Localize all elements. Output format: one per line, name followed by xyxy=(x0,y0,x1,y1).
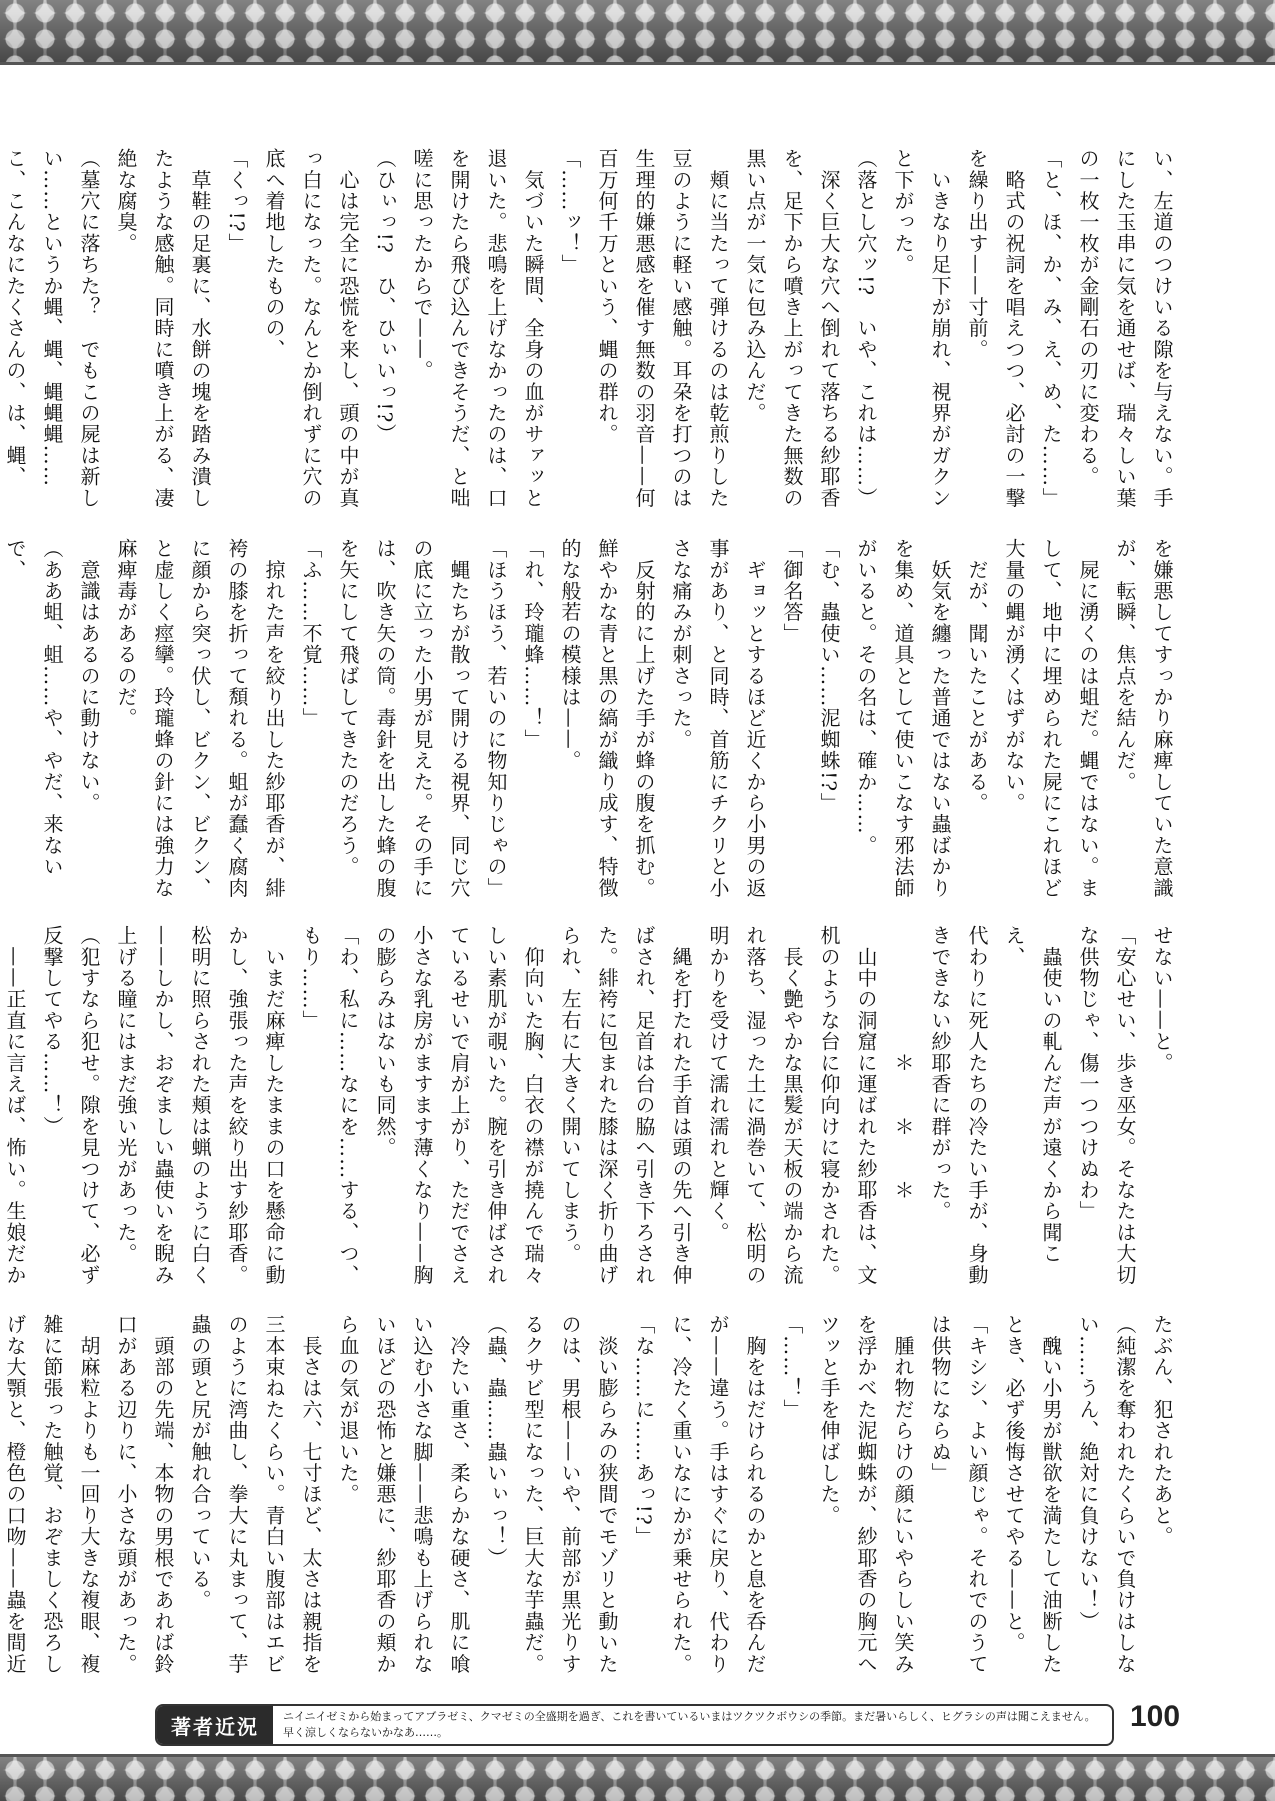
text-block-4 xyxy=(3,1314,1180,1684)
text-line: 黒い点が一気に包み込んだ。 xyxy=(743,148,767,424)
text-line: 机のような台に仰向けに寝かされた。 xyxy=(817,925,841,1286)
text-line: 深く巨大な穴へ倒れて落ちる紗耶香 xyxy=(817,148,841,509)
text-line: 冷たい重さ、柔らかな硬さ、肌に喰 xyxy=(447,1314,471,1675)
text-line: い込む小さな脚——悲鳴も上げられな xyxy=(410,1314,434,1675)
text-line: を矢にして飛ばしてきたのだろう。 xyxy=(336,538,360,878)
text-line: が、転瞬、焦点を結んだ。 xyxy=(1113,538,1137,793)
text-line: 「ふ……不覚……」 xyxy=(299,538,323,729)
text-line: がいると。その名は、確か……。 xyxy=(854,538,878,856)
text-line: 腫れ物だらけの顔にいやらしい笑み xyxy=(891,1314,915,1675)
text-line: 「れ、玲瓏蜂……！」 xyxy=(521,538,545,750)
text-line: 嗟に思ったからで——。 xyxy=(410,148,434,382)
text-line: 松明に照らされた頬は蝋のように白く xyxy=(188,925,212,1286)
text-line: 草鞋の足裏に、水餅の塊を踏み潰し xyxy=(188,148,212,509)
text-line: るクサビ型になった、巨大な芋蟲だ。 xyxy=(521,1314,545,1675)
text-line: 事があり、と同時、首筋にチクリと小 xyxy=(706,538,730,899)
text-line: 反射的に上げた手が蜂の腹を抓む。 xyxy=(632,538,656,899)
text-line: い……というか蝿、蝿、蝿蝿蝿…… xyxy=(40,148,64,488)
text-line: と下がった。 xyxy=(891,148,915,276)
text-line: （蟲、蟲……蟲いぃっ！） xyxy=(484,1314,508,1569)
text-line: の膨らみはないも同然。 xyxy=(373,925,397,1159)
text-line: 麻痺毒があるのだ。 xyxy=(114,538,138,729)
text-line: さな痛みが刺さった。 xyxy=(669,538,693,750)
text-line: 袴の膝を折って頽れる。蛆が蠢く腐肉 xyxy=(225,538,249,899)
text-line: 生理的嫌悪感を催す無数の羽音——何 xyxy=(632,148,656,509)
text-line: げな大顎と、橙色の口吻——蟲を間近 xyxy=(3,1314,27,1675)
text-line: 底へ着地したものの、 xyxy=(262,148,286,360)
author-note-bar xyxy=(155,1704,1114,1746)
text-line: 雑に節張った触覚、おぞましく恐ろし xyxy=(40,1314,64,1675)
text-line: 「わ、私に……なにを……する、つ、 xyxy=(336,925,360,1286)
text-line: 退いた。悲鳴を上げなかったのは、口 xyxy=(484,148,508,509)
text-line: のは、男根——いや、前部が黒光りす xyxy=(558,1314,582,1675)
text-line: 縄を打たれた手首は頭の先へ引き伸 xyxy=(669,925,693,1286)
text-line: 「……ッ！」 xyxy=(558,148,582,276)
text-line: ——正直に言えば、怖い。生娘だか xyxy=(3,925,27,1286)
text-line: 「と、ほ、か、み、え、め、た……」 xyxy=(1039,148,1063,509)
text-line: 小さな乳房がますます薄くなり——胸 xyxy=(410,925,434,1286)
text-line: 仰向いた胸、白衣の襟が撓んで瑞々 xyxy=(521,925,545,1286)
text-line: 上げる瞳にはまだ強い光があった。 xyxy=(114,925,138,1265)
text-line: を繰り出す——寸前。 xyxy=(965,148,989,360)
author-note-label: 著者近況 xyxy=(157,1706,273,1744)
top-hexagon-band xyxy=(0,0,1275,65)
text-line: 略式の祝詞を唱えつつ、必討の一撃 xyxy=(1002,148,1026,509)
text-line: 「ほうほう、若いのに物知りじゃの」 xyxy=(484,538,508,899)
text-line: 掠れた声を絞り出した紗耶香が、緋 xyxy=(262,538,286,899)
text-line: しい素肌が覗いた。腕を引き伸ばされ xyxy=(484,925,508,1286)
text-line: 「キシシ、よい顔じゃ。それでのうて xyxy=(965,1314,989,1675)
text-line: を開けたら飛び込んできそうだ、と咄 xyxy=(447,148,471,509)
text-line: れ落ち、湿った土に渦巻いて、松明の xyxy=(743,925,767,1286)
text-line: 明かりを受けて濡れ濡れと輝く。 xyxy=(706,925,730,1243)
text-line: （ひぃっ!? ひ、ひぃいっ!?） xyxy=(373,148,397,445)
text-line: ギョッとするほど近くから小男の返 xyxy=(743,538,767,899)
text-line: と虚しく痙攣。玲瓏蜂の針には強力な xyxy=(151,538,175,899)
text-block-1 xyxy=(3,148,1180,518)
text-line: 醜い小男が獣欲を満たして油断した xyxy=(1039,1314,1063,1675)
text-line: かし、強張った声を絞り出す紗耶香。 xyxy=(225,925,249,1286)
text-line: た。緋袴に包まれた膝は深く折り曲げ xyxy=(595,925,619,1286)
text-line: い……うん、絶対に負けない！） xyxy=(1076,1314,1100,1632)
text-line: 大量の蝿が湧くはずがない。 xyxy=(1002,538,1026,814)
text-line: のように湾曲し、拳大に丸まって、芋 xyxy=(225,1314,249,1675)
text-line: いまだ麻痺したままの口を懸命に動 xyxy=(262,925,286,1286)
text-line: 胸をはだけられるのかと息を呑んだ xyxy=(743,1314,767,1675)
text-line: 妖気を纏った普通ではない蟲ばかり xyxy=(928,538,952,899)
text-line: とき、必ず後悔させてやる——と。 xyxy=(1002,1314,1026,1654)
text-block-2 xyxy=(3,538,1180,908)
text-line: は供物にならぬ」 xyxy=(928,1314,952,1484)
text-line: ——しかし、おぞましい蟲使いを睨み xyxy=(151,925,175,1286)
text-line: 胡麻粒よりも一回り大きな複眼、複 xyxy=(77,1314,101,1675)
text-line: 「な……に……あっ!?」 xyxy=(632,1314,656,1548)
text-line: 蟲使いの軋んだ声が遠くから聞こえ、 xyxy=(1002,925,1063,1265)
text-line: な供物じゃ、傷一つつけぬわ」 xyxy=(1076,925,1100,1222)
text-line: を嫌悪してすっかり麻痺していた意識 xyxy=(1150,538,1174,899)
text-line: にした玉串に気を通せば、瑞々しい葉 xyxy=(1113,148,1137,509)
text-line: の底に立った小男が見えた。その手に xyxy=(410,538,434,899)
text-line: いきなり足下が崩れ、視界がガクン xyxy=(928,148,952,509)
text-line: の一枚一枚が金剛石の刃に変わる。 xyxy=(1076,148,1100,488)
text-line: （ああ蛆、蛆……や、やだ、来ないで、 xyxy=(3,538,64,878)
text-line: （犯すなら犯せ。隙を見つけて、必ず xyxy=(77,925,101,1286)
text-line: だが、聞いたことがある。 xyxy=(965,538,989,814)
bottom-hexagon-band xyxy=(0,1754,1275,1801)
page-number: 100 xyxy=(1130,1700,1181,1733)
text-line: 頬に当たって弾けるのは乾煎りした xyxy=(706,148,730,509)
text-line: ら血の気が退いた。 xyxy=(336,1314,360,1505)
text-line: 長さは六、七寸ほど、太さは親指を xyxy=(299,1314,323,1675)
text-line: きできない紗耶香に群がった。 xyxy=(928,925,952,1222)
text-line: が——違う。手はすぐに戻り、代わり xyxy=(706,1314,730,1675)
text-line: 絶な腐臭。 xyxy=(114,148,138,254)
text-line: ているせいで肩が上がり、ただでさえ xyxy=(447,925,471,1286)
text-line: いほどの恐怖と嫌悪に、紗耶香の頬か xyxy=(373,1314,397,1675)
text-line: 口がある辺りに、小さな頭があった。 xyxy=(114,1314,138,1675)
text-line: 蝿たちが散って開ける視界、同じ穴 xyxy=(447,538,471,899)
text-line: たような感触。同時に噴き上がる、凄 xyxy=(151,148,175,509)
text-line: 心は完全に恐慌を来し、頭の中が真 xyxy=(336,148,360,509)
text-line: ＊ ＊ ＊ xyxy=(891,925,915,1201)
text-line: 百万何千万という、蝿の群れ。 xyxy=(595,148,619,445)
text-line: 鮮やかな青と黒の縞が織り成す、特徴 xyxy=(595,538,619,899)
text-line: こ、こんなにたくさんの、は、蝿、 xyxy=(3,148,27,488)
text-line: 「くっ!?」 xyxy=(225,148,249,254)
text-line: に顔から突っ伏し、ビクン、ビクン、 xyxy=(188,538,212,899)
text-line: 三本束ねたくらい。青白い腹部はエビ xyxy=(262,1314,286,1675)
text-line: 頭部の先端、本物の男根であれば鈴 xyxy=(151,1314,175,1675)
text-line: 屍に湧くのは蛆だ。蝿ではない。ま xyxy=(1076,538,1100,899)
text-line: （落とし穴ッ!? いや、これは……） xyxy=(854,148,878,509)
text-line: せない——と。 xyxy=(1150,925,1174,1074)
text-line: い、左道のつけいる隙を与えない。手 xyxy=(1150,148,1174,509)
text-line: して、地中に埋められた屍にこれほど xyxy=(1039,538,1063,899)
text-line: たぶん、犯されたあと。 xyxy=(1150,1314,1174,1548)
text-line: 淡い膨らみの狭間でモゾリと動いた xyxy=(595,1314,619,1675)
text-line: られ、左右に大きく開いてしまう。 xyxy=(558,925,582,1265)
text-line: 山中の洞窟に運ばれた紗耶香は、文 xyxy=(854,925,878,1286)
text-line: 「む、蟲使い……泥蜘蛛!?」 xyxy=(817,538,841,814)
text-line: は、吹き矢の筒。毒針を出した蜂の腹 xyxy=(373,538,397,899)
text-line: を集め、道具として使いこなす邪法師 xyxy=(891,538,915,899)
text-line: 「……！」 xyxy=(780,1314,804,1420)
text-line: 豆のように軽い感触。耳朶を打つのは xyxy=(669,148,693,509)
text-line: （墓穴に落ちた？ でもこの屍は新し xyxy=(77,148,101,509)
text-line: っ白になった。なんとか倒れずに穴の xyxy=(299,148,323,509)
text-line: 蟲の頭と尻が触れ合っている。 xyxy=(188,1314,212,1611)
author-note-text: ニイニイゼミから始まってアブラゼミ、クマゼミの全盛期を過ぎ、これを書いているいまはツクツクボウシの季節。まだ暑いらしく、ヒグラシの声は聞こえません。早く涼しくならないかなあ……。 xyxy=(283,1710,1096,1739)
text-line: 反撃してやる……！） xyxy=(40,925,64,1137)
text-line: を、足下から噴き上がってきた無数の xyxy=(780,148,804,509)
text-line: 意識はあるのに動けない。 xyxy=(77,538,101,814)
text-line: ばされ、足首は台の脇へ引き下ろされ xyxy=(632,925,656,1286)
text-line: もり……」 xyxy=(299,925,323,1031)
text-line: 「御名答」 xyxy=(780,538,804,644)
text-line: に、冷たく重いなにかが乗せられた。 xyxy=(669,1314,693,1675)
text-block-3 xyxy=(3,925,1180,1295)
text-line: 「安心せい、歩き巫女。そなたは大切 xyxy=(1113,925,1137,1286)
text-line: 長く艶やかな黒髪が天板の端から流 xyxy=(780,925,804,1286)
text-line: を浮かべた泥蜘蛛が、紗耶香の胸元へ xyxy=(854,1314,878,1675)
text-line: （純潔を奪われたくらいで負けはしな xyxy=(1113,1314,1137,1675)
text-line: 気づいた瞬間、全身の血がサァッと xyxy=(521,148,545,509)
text-line: 代わりに死人たちの冷たい手が、身動 xyxy=(965,925,989,1286)
text-line: 的な般若の模様は——。 xyxy=(558,538,582,772)
text-line: ツッと手を伸ばした。 xyxy=(817,1314,841,1526)
